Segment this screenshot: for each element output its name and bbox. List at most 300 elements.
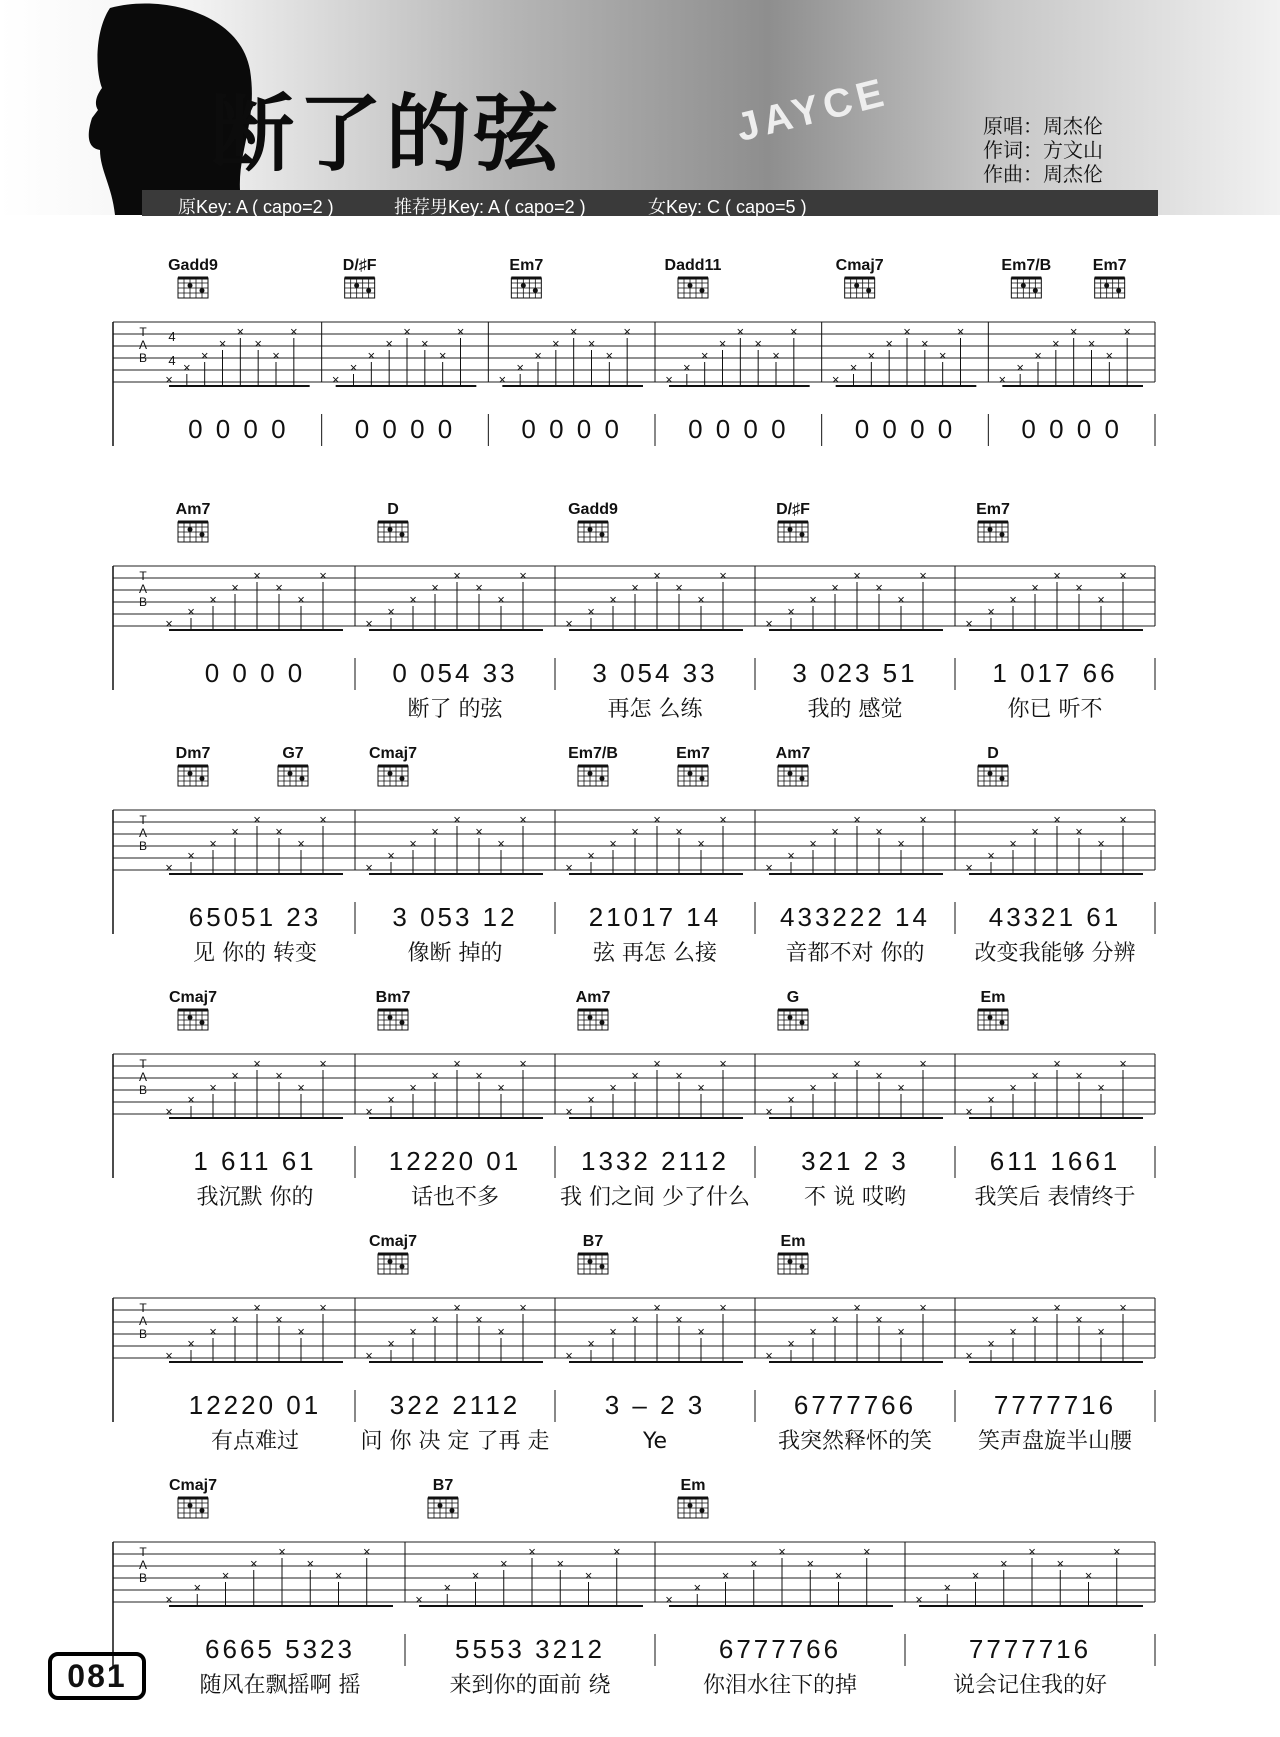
tab-note: ×	[278, 1544, 286, 1559]
tab-label-t: T	[139, 1301, 147, 1315]
chord-name: Gadd9	[568, 501, 618, 518]
tab-label-b: B	[138, 1571, 148, 1585]
tab-note: ×	[765, 1348, 773, 1363]
jianpu-notation: 3 023 51	[792, 658, 918, 688]
chord-dot	[1104, 283, 1109, 288]
tab-note: ×	[897, 1080, 905, 1095]
tab-label-a: A	[138, 1314, 148, 1328]
tab-note: ×	[721, 1568, 730, 1583]
tab-note: ×	[475, 1312, 483, 1327]
tab-note: ×	[1053, 1300, 1061, 1315]
chord-name: B7	[582, 1233, 604, 1250]
song-title: 断了的弦	[210, 85, 563, 183]
chord-name: Em7	[976, 501, 1010, 518]
jianpu-notation: 5553 3212	[455, 1634, 605, 1664]
tab-note: ×	[275, 580, 283, 595]
chord-dot	[288, 771, 293, 776]
tab-note: ×	[809, 1324, 817, 1339]
chord-name: Cmaj7	[368, 1233, 418, 1250]
tab-note: ×	[438, 348, 447, 363]
tab-note: ×	[519, 1056, 527, 1071]
tab-note: ×	[475, 580, 483, 595]
tab-note: ×	[569, 324, 578, 339]
tab-note: ×	[431, 1068, 439, 1083]
tab-note: ×	[1009, 592, 1017, 607]
chord-name: Em7	[509, 257, 544, 274]
tab-note: ×	[1123, 324, 1131, 339]
chord-dot	[188, 771, 193, 776]
chord-dot	[588, 1015, 593, 1020]
tab-note: ×	[1031, 1068, 1039, 1083]
tab-note: ×	[765, 1104, 773, 1119]
tab-note: ×	[787, 1092, 795, 1107]
jianpu-notation: 3 053 12	[392, 902, 518, 932]
chord-dot	[788, 1015, 793, 1020]
tab-note: ×	[697, 592, 705, 607]
tab-note: ×	[552, 336, 560, 351]
tab-note: ×	[319, 1300, 327, 1315]
tab-note: ×	[831, 824, 839, 839]
tab-note: ×	[765, 616, 773, 631]
tab-note: ×	[415, 1592, 423, 1607]
tab-note: ×	[831, 1312, 839, 1327]
chord-name: Em7/B	[1001, 257, 1052, 274]
tab-note: ×	[809, 836, 817, 851]
chord-name: D	[387, 501, 399, 518]
tab-note: ×	[499, 1556, 508, 1571]
tab-note: ×	[697, 1080, 705, 1095]
tab-note: ×	[565, 1348, 573, 1363]
chord-name: Am7	[175, 501, 211, 518]
jianpu-notation: 1 611 61	[193, 1146, 317, 1176]
tab-note: ×	[965, 616, 973, 631]
tab-note: ×	[809, 592, 817, 607]
credit-singer: 原唱：周杰伦	[983, 116, 1103, 138]
tab-note: ×	[719, 1300, 727, 1315]
chord-dot	[300, 776, 305, 781]
lyric-text: 问 你 决 定 了再 走	[360, 1429, 550, 1454]
tab-label-b: B	[138, 595, 148, 609]
chord-name: Em	[980, 989, 1006, 1006]
jianpu-notation: 0 0 0 0	[188, 414, 289, 444]
chord-dot	[188, 1503, 193, 1508]
tab-note: ×	[165, 372, 173, 387]
tab-note: ×	[675, 824, 683, 839]
jianpu-notation: 1332 2112	[581, 1146, 729, 1176]
tab-note: ×	[209, 1324, 217, 1339]
lyric-text: 说会记住我的好	[952, 1673, 1108, 1698]
tab-note: ×	[297, 1080, 305, 1095]
tab-note: ×	[853, 568, 861, 583]
tab-note: ×	[875, 824, 883, 839]
tab-note: ×	[897, 1324, 905, 1339]
chord-dot	[700, 288, 705, 293]
tab-note: ×	[987, 848, 995, 863]
tab-note: ×	[453, 812, 461, 827]
jianpu-notation: 43321 61	[988, 902, 1122, 932]
chord-dot	[688, 771, 693, 776]
tab-note: ×	[365, 1348, 373, 1363]
chord-dot	[400, 532, 405, 537]
chord-name: G	[786, 989, 800, 1006]
chord-name: Em7	[1092, 257, 1127, 274]
tab-note: ×	[272, 348, 280, 363]
chord-dot	[988, 527, 993, 532]
tab-note: ×	[409, 1324, 417, 1339]
jianpu-notation: 3 054 33	[592, 658, 718, 688]
tab-note: ×	[231, 1068, 239, 1083]
tab-note: ×	[165, 860, 173, 875]
tab-note: ×	[631, 1312, 639, 1327]
tab-note: ×	[631, 824, 639, 839]
tab-note: ×	[1009, 1324, 1017, 1339]
tab-note: ×	[254, 336, 262, 351]
tab-label-t: T	[139, 325, 147, 339]
tab-label-t: T	[139, 569, 147, 583]
tab-note: ×	[236, 324, 245, 339]
tab-note: ×	[409, 592, 417, 607]
tab-label-t: T	[139, 1545, 147, 1559]
chord-dot	[521, 283, 526, 288]
tab-note: ×	[587, 848, 595, 863]
tab-note: ×	[631, 580, 639, 595]
tab-note: ×	[1056, 1556, 1065, 1571]
tab-note: ×	[697, 1324, 705, 1339]
lyric-text: 来到你的面前 绕	[449, 1673, 611, 1698]
jianpu-notation: 0 0 0 0	[1021, 414, 1122, 444]
chord-dot	[700, 1508, 705, 1513]
chord-name: Cmaj7	[368, 745, 418, 762]
tab-note: ×	[165, 1348, 173, 1363]
jianpu-notation: 7777716	[993, 1390, 1117, 1420]
chord-dot	[1033, 288, 1038, 293]
lyric-text: 我 们之间 少了什么	[560, 1185, 750, 1210]
tab-note: ×	[831, 372, 840, 387]
tab-note: ×	[584, 1568, 593, 1583]
jianpu-notation: 0 0 0 0	[204, 658, 306, 688]
tab-note: ×	[1075, 824, 1083, 839]
tab-note: ×	[231, 1312, 239, 1327]
credit-lyricist: 作词：方文山	[983, 140, 1103, 162]
tab-note: ×	[787, 848, 795, 863]
tab-note: ×	[319, 568, 327, 583]
chord-dot	[388, 1259, 393, 1264]
lyric-text: 音都不对 你的	[785, 941, 925, 966]
tab-note: ×	[1053, 1056, 1061, 1071]
tab-note: ×	[565, 616, 573, 631]
lyric-text: 再怎 么练	[607, 697, 703, 722]
female-key: 女Key: C ( capo=5 )	[648, 197, 807, 217]
chord-name: Gadd9	[168, 257, 218, 274]
chord-dot	[354, 283, 359, 288]
chord-dot	[200, 532, 205, 537]
tab-note: ×	[409, 1080, 417, 1095]
chord-dot	[588, 1259, 593, 1264]
jianpu-notation: 0 0 0 0	[688, 414, 789, 444]
tab-note: ×	[165, 616, 173, 631]
tab-note: ×	[1119, 568, 1127, 583]
tab-note: ×	[221, 1568, 230, 1583]
tab-note: ×	[1119, 812, 1127, 827]
tab-note: ×	[987, 1092, 995, 1107]
tab-note: ×	[497, 592, 505, 607]
tab-label-a: A	[138, 826, 148, 840]
tab-note: ×	[1016, 360, 1024, 375]
tab-note: ×	[719, 1056, 727, 1071]
time-signature-bottom: 4	[168, 353, 176, 368]
tab-note: ×	[831, 1068, 839, 1083]
tab-note: ×	[187, 1092, 195, 1107]
lyric-text: 我笑后 表情终于	[974, 1185, 1136, 1210]
lyric-text: 像断 掉的	[407, 941, 503, 966]
tab-note: ×	[987, 604, 995, 619]
tab-note: ×	[875, 580, 883, 595]
tab-note: ×	[653, 1300, 661, 1315]
tab-note: ×	[334, 1568, 343, 1583]
tab-note: ×	[1075, 1312, 1083, 1327]
tab-note: ×	[665, 372, 673, 387]
lyric-text: 我沉默 你的	[196, 1185, 314, 1210]
tab-note: ×	[875, 1312, 883, 1327]
jianpu-notation: 1 017 66	[992, 658, 1118, 688]
chord-dot	[600, 532, 605, 537]
jianpu-notation: 12220 01	[188, 1390, 322, 1420]
tab-note: ×	[516, 360, 524, 375]
tab-note: ×	[165, 1104, 173, 1119]
tab-note: ×	[387, 1336, 395, 1351]
tab-note: ×	[919, 568, 927, 583]
tab-note: ×	[453, 1056, 461, 1071]
chord-dot	[1000, 776, 1005, 781]
tab-note: ×	[787, 1336, 795, 1351]
tab-label-a: A	[138, 1070, 148, 1084]
tab-label-a: A	[138, 582, 148, 596]
tab-note: ×	[736, 324, 745, 339]
lyric-text: 不 说 哎哟	[804, 1185, 906, 1210]
original-key: 原Key: A ( capo=2 )	[178, 197, 334, 217]
tab-label-t: T	[139, 813, 147, 827]
tab-note: ×	[919, 1056, 927, 1071]
tab-note: ×	[587, 1092, 595, 1107]
lyric-text: 有点难过	[210, 1429, 300, 1454]
tab-note: ×	[519, 1300, 527, 1315]
jianpu-notation: 321 2 3	[801, 1146, 909, 1176]
chord-name: Em	[680, 1477, 706, 1494]
chord-dot	[688, 1503, 693, 1508]
tab-note: ×	[809, 1080, 817, 1095]
tab-note: ×	[209, 592, 217, 607]
tab-note: ×	[697, 836, 705, 851]
tab-note: ×	[1069, 324, 1078, 339]
tab-note: ×	[867, 348, 876, 363]
chord-dot	[600, 1020, 605, 1025]
tab-note: ×	[831, 580, 839, 595]
jianpu-notation: 65051 23	[188, 902, 322, 932]
guitar-brand-text: JAYCE	[731, 69, 893, 151]
tab-note: ×	[431, 580, 439, 595]
tab-note: ×	[897, 592, 905, 607]
tab-note: ×	[1097, 1080, 1105, 1095]
lyric-text: 我的 感觉	[807, 697, 903, 722]
tab-note: ×	[183, 360, 191, 375]
tab-note: ×	[587, 604, 595, 619]
tab-note: ×	[609, 836, 617, 851]
tab-note: ×	[297, 1324, 305, 1339]
tab-note: ×	[965, 860, 973, 875]
tab-note: ×	[987, 1336, 995, 1351]
tab-note: ×	[675, 1312, 683, 1327]
tab-note: ×	[253, 1056, 261, 1071]
tab-note: ×	[609, 1080, 617, 1095]
chord-dot	[800, 776, 805, 781]
tab-note: ×	[749, 1556, 758, 1571]
jianpu-notation: 6665 5323	[205, 1634, 355, 1664]
lyric-text: 笑声盘旋半山腰	[977, 1429, 1133, 1454]
tab-note: ×	[965, 1348, 973, 1363]
chord-name: D	[987, 745, 999, 762]
lyric-text: 断了 的弦	[407, 697, 503, 722]
tab-note: ×	[306, 1556, 315, 1571]
chord-dot	[700, 776, 705, 781]
tab-note: ×	[456, 324, 465, 339]
tab-note: ×	[365, 1104, 373, 1119]
chord-dot	[688, 283, 693, 288]
lyric-text: 你已 听不	[1007, 697, 1103, 722]
tab-label-a: A	[138, 338, 148, 352]
tab-note: ×	[965, 1104, 973, 1119]
chord-dot	[200, 1020, 205, 1025]
chord-dot	[600, 776, 605, 781]
tab-note: ×	[897, 836, 905, 851]
tab-note: ×	[275, 1068, 283, 1083]
tab-note: ×	[187, 1336, 195, 1351]
chord-name: Am7	[575, 989, 611, 1006]
tab-note: ×	[431, 824, 439, 839]
tab-note: ×	[556, 1556, 565, 1571]
tab-note: ×	[938, 348, 947, 363]
tab-note: ×	[1053, 568, 1061, 583]
chord-dot	[400, 776, 405, 781]
chord-dot	[588, 527, 593, 532]
tab-note: ×	[497, 1080, 505, 1095]
chord-name: Em7	[676, 745, 710, 762]
chord-dot	[788, 527, 793, 532]
tab-note: ×	[534, 348, 542, 363]
tab-label-b: B	[138, 1083, 148, 1097]
male-key: 推荐男Key: A ( capo=2 )	[394, 197, 586, 217]
tab-label-b: B	[138, 1327, 148, 1341]
tab-note: ×	[834, 1568, 843, 1583]
tab-note: ×	[675, 580, 683, 595]
tab-note: ×	[331, 372, 340, 387]
tab-note: ×	[387, 1092, 395, 1107]
tab-note: ×	[409, 836, 417, 851]
chord-dot	[866, 288, 871, 293]
chord-dot	[200, 1508, 205, 1513]
tab-note: ×	[475, 1068, 483, 1083]
tab-note: ×	[1031, 824, 1039, 839]
jianpu-notation: 21017 14	[588, 902, 722, 932]
chord-dot	[788, 1259, 793, 1264]
tab-note: ×	[1097, 836, 1105, 851]
tab-note: ×	[565, 1104, 573, 1119]
tab-note: ×	[665, 1592, 673, 1607]
tab-note: ×	[365, 616, 373, 631]
tab-note: ×	[587, 1336, 595, 1351]
chord-dot	[400, 1020, 405, 1025]
tab-note: ×	[719, 568, 727, 583]
chord-name: Em	[780, 1233, 806, 1250]
chord-dot	[188, 527, 193, 532]
lyric-text: 我突然释怀的笑	[777, 1429, 933, 1454]
tab-note: ×	[853, 1300, 861, 1315]
tab-note: ×	[253, 1300, 261, 1315]
chord-dot	[366, 288, 371, 293]
chord-name: Am7	[775, 745, 811, 762]
tab-note: ×	[165, 1592, 173, 1607]
tab-note: ×	[471, 1568, 480, 1583]
tab-note: ×	[862, 1544, 871, 1559]
tab-note: ×	[1119, 1300, 1127, 1315]
tab-note: ×	[772, 348, 780, 363]
tab-note: ×	[631, 1068, 639, 1083]
tab-note: ×	[1009, 836, 1017, 851]
tab-note: ×	[253, 812, 261, 827]
tab-note: ×	[653, 568, 661, 583]
tab-note: ×	[915, 1592, 923, 1607]
chord-name: Cmaj7	[835, 257, 884, 274]
jianpu-notation: 322 2112	[389, 1390, 521, 1420]
tab-note: ×	[319, 1056, 327, 1071]
chord-name: Dm7	[175, 745, 211, 762]
chord-name: Cmaj7	[168, 989, 218, 1006]
chord-dot	[200, 776, 205, 781]
tab-note: ×	[209, 836, 217, 851]
tab-note: ×	[187, 604, 195, 619]
chord-name: B7	[432, 1477, 454, 1494]
jianpu-notation: 0 0 0 0	[354, 414, 456, 444]
lyric-text: 你泪水往下的掉	[702, 1673, 858, 1698]
chord-dot	[788, 771, 793, 776]
tab-note: ×	[297, 592, 305, 607]
jianpu-notation: 0 054 33	[392, 658, 518, 688]
tab-note: ×	[231, 580, 239, 595]
chord-dot	[988, 1015, 993, 1020]
lyric-text: 改变我能够 分辨	[974, 941, 1136, 966]
chord-dot	[438, 1503, 443, 1508]
tab-note: ×	[921, 336, 929, 351]
tab-note: ×	[943, 1580, 952, 1595]
jianpu-notation: 6777766	[718, 1634, 842, 1664]
lyric-text: 弦 再怎 么接	[593, 941, 717, 966]
tab-label-b: B	[138, 839, 148, 853]
tab-note: ×	[387, 604, 395, 619]
tab-note: ×	[693, 1580, 702, 1595]
tab-note: ×	[653, 1056, 661, 1071]
tab-note: ×	[719, 812, 727, 827]
tab-note: ×	[1119, 1056, 1127, 1071]
chord-name: D/♯F	[342, 257, 377, 274]
tab-note: ×	[362, 1544, 371, 1559]
tab-note: ×	[765, 860, 773, 875]
tab-note: ×	[875, 1068, 883, 1083]
tab-note: ×	[623, 324, 631, 339]
tab-note: ×	[497, 1324, 505, 1339]
chord-dot	[533, 288, 538, 293]
chord-dot	[450, 1508, 455, 1513]
jianpu-notation: 12220 01	[388, 1146, 522, 1176]
tab-note: ×	[587, 336, 596, 351]
